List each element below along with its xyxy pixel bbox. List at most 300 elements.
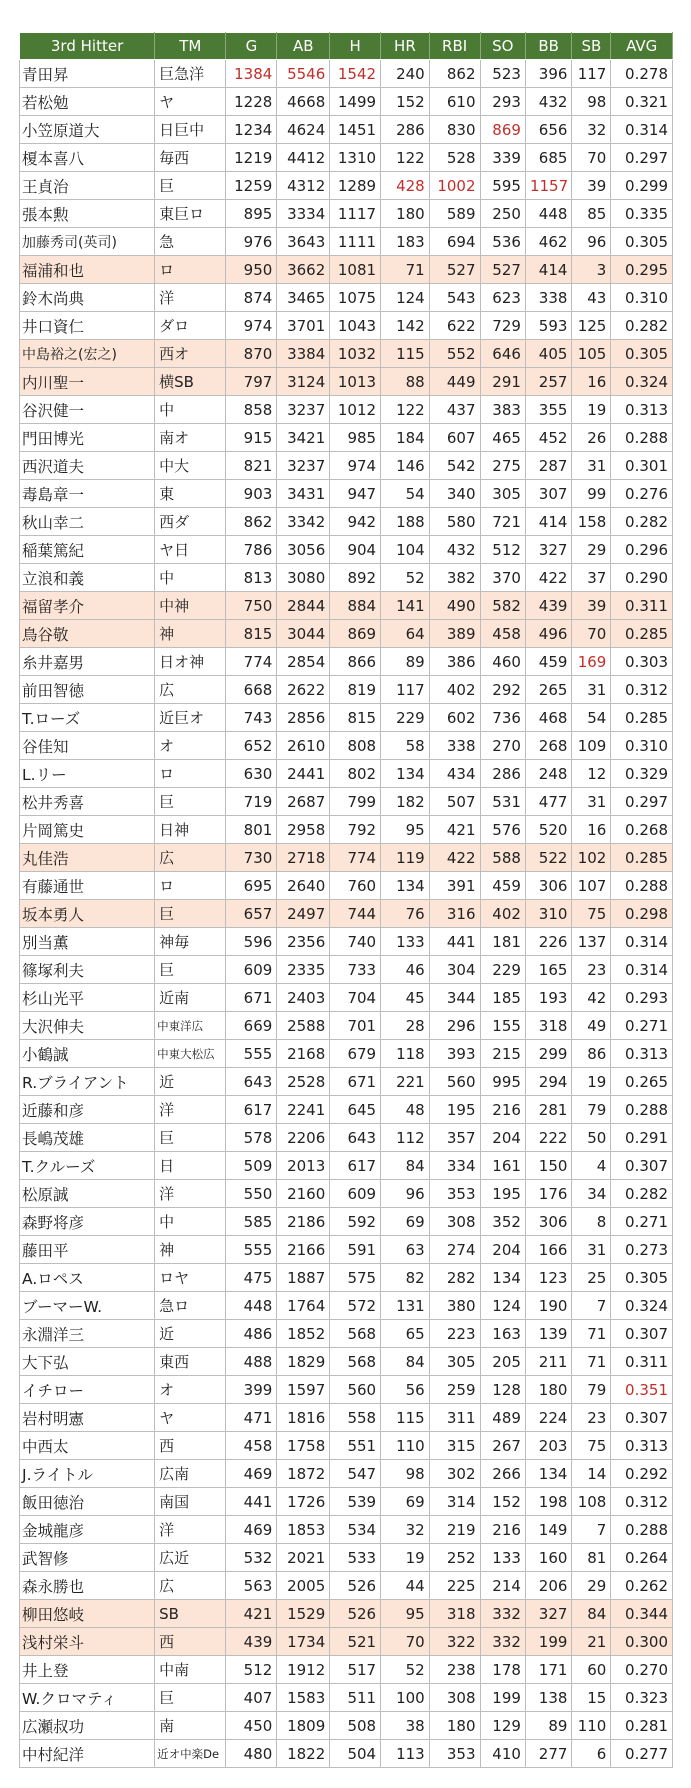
games-cell: 862 [226, 508, 277, 536]
home-runs-cell: 45 [381, 984, 430, 1012]
team-cell: 近 [155, 1068, 226, 1096]
player-name-cell: 近藤和彦 [20, 1096, 155, 1124]
walks-cell: 477 [525, 788, 571, 816]
stolen-bases-cell: 25 [572, 1264, 611, 1292]
table-row [20, 1320, 673, 1348]
table-row [20, 760, 673, 788]
at-bats-cell: 1726 [277, 1488, 330, 1516]
header-row [20, 33, 673, 60]
table-row [20, 648, 673, 676]
table-row [20, 1152, 673, 1180]
team-cell: ロヤ [155, 1264, 226, 1292]
strikeouts-cell: 523 [480, 60, 525, 88]
walks-cell: 414 [525, 508, 571, 536]
stolen-bases-cell: 105 [572, 340, 611, 368]
player-name-cell: 小笠原道大 [20, 116, 155, 144]
table-row [20, 396, 673, 424]
home-runs-cell: 88 [381, 368, 430, 396]
at-bats-cell: 1583 [277, 1684, 330, 1712]
hits-cell: 701 [330, 1012, 381, 1040]
games-cell: 407 [226, 1684, 277, 1712]
hits-cell: 526 [330, 1572, 381, 1600]
walks-cell: 89 [525, 1712, 571, 1740]
player-name-cell: 松井秀喜 [20, 788, 155, 816]
home-runs-cell: 46 [381, 956, 430, 984]
games-cell: 421 [226, 1600, 277, 1628]
rbi-cell: 580 [429, 508, 480, 536]
rbi-cell: 315 [429, 1432, 480, 1460]
walks-cell: 462 [525, 228, 571, 256]
at-bats-cell: 3124 [277, 368, 330, 396]
games-cell: 1234 [226, 116, 277, 144]
average-cell: 0.344 [611, 1600, 673, 1628]
player-name-cell: 武智修 [20, 1544, 155, 1572]
stolen-bases-cell: 37 [572, 564, 611, 592]
home-runs-cell: 48 [381, 1096, 430, 1124]
stolen-bases-cell: 108 [572, 1488, 611, 1516]
hits-cell: 892 [330, 564, 381, 592]
strikeouts-cell: 458 [480, 620, 525, 648]
average-cell: 0.351 [611, 1376, 673, 1404]
average-cell: 0.311 [611, 592, 673, 620]
rbi-cell: 223 [429, 1320, 480, 1348]
hits-cell: 1117 [330, 200, 381, 228]
hits-cell: 819 [330, 676, 381, 704]
games-cell: 512 [226, 1656, 277, 1684]
rbi-cell: 422 [429, 844, 480, 872]
games-cell: 488 [226, 1348, 277, 1376]
table-row [20, 900, 673, 928]
walks-cell: 149 [525, 1516, 571, 1544]
team-cell: 中神 [155, 592, 226, 620]
at-bats-cell: 2021 [277, 1544, 330, 1572]
stolen-bases-cell: 137 [572, 928, 611, 956]
team-cell: 毎西 [155, 144, 226, 172]
table-row [20, 1516, 673, 1544]
average-cell: 0.298 [611, 900, 673, 928]
games-cell: 652 [226, 732, 277, 760]
at-bats-cell: 3643 [277, 228, 330, 256]
rbi-cell: 219 [429, 1516, 480, 1544]
rbi-cell: 305 [429, 1348, 480, 1376]
home-runs-cell: 183 [381, 228, 430, 256]
home-runs-cell: 65 [381, 1320, 430, 1348]
team-cell: 神 [155, 1236, 226, 1264]
hits-cell: 558 [330, 1404, 381, 1432]
stolen-bases-cell: 29 [572, 1572, 611, 1600]
games-cell: 578 [226, 1124, 277, 1152]
walks-cell: 211 [525, 1348, 571, 1376]
table-row [20, 704, 673, 732]
walks-cell: 180 [525, 1376, 571, 1404]
home-runs-cell: 32 [381, 1516, 430, 1544]
team-cell: 広 [155, 1572, 226, 1600]
rbi-cell: 830 [429, 116, 480, 144]
home-runs-cell: 52 [381, 564, 430, 592]
strikeouts-cell: 128 [480, 1376, 525, 1404]
rbi-cell: 318 [429, 1600, 480, 1628]
rbi-cell: 353 [429, 1180, 480, 1208]
team-cell: 巨 [155, 900, 226, 928]
at-bats-cell: 4668 [277, 88, 330, 116]
average-cell: 0.335 [611, 200, 673, 228]
stolen-bases-cell: 81 [572, 1544, 611, 1572]
games-cell: 669 [226, 1012, 277, 1040]
walks-cell: 355 [525, 396, 571, 424]
hits-cell: 740 [330, 928, 381, 956]
player-name-cell: 杉山光平 [20, 984, 155, 1012]
player-name-cell: 金城龍彦 [20, 1516, 155, 1544]
hits-cell: 792 [330, 816, 381, 844]
hits-cell: 526 [330, 1600, 381, 1628]
hits-cell: 869 [330, 620, 381, 648]
strikeouts-cell: 275 [480, 452, 525, 480]
hits-cell: 671 [330, 1068, 381, 1096]
games-cell: 671 [226, 984, 277, 1012]
home-runs-cell: 152 [381, 88, 430, 116]
average-cell: 0.264 [611, 1544, 673, 1572]
stolen-bases-cell: 102 [572, 844, 611, 872]
walks-cell: 203 [525, 1432, 571, 1460]
at-bats-cell: 3044 [277, 620, 330, 648]
average-cell: 0.293 [611, 984, 673, 1012]
at-bats-cell: 3701 [277, 312, 330, 340]
hits-cell: 617 [330, 1152, 381, 1180]
table-row [20, 1460, 673, 1488]
player-name-cell: 秋山幸二 [20, 508, 155, 536]
team-cell: 南国 [155, 1488, 226, 1516]
home-runs-cell: 142 [381, 312, 430, 340]
strikeouts-cell: 181 [480, 928, 525, 956]
games-cell: 743 [226, 704, 277, 732]
hits-cell: 568 [330, 1348, 381, 1376]
home-runs-cell: 70 [381, 1628, 430, 1656]
at-bats-cell: 1887 [277, 1264, 330, 1292]
table-row [20, 1544, 673, 1572]
strikeouts-cell: 995 [480, 1068, 525, 1096]
team-cell: 急 [155, 228, 226, 256]
hits-cell: 517 [330, 1656, 381, 1684]
rbi-cell: 694 [429, 228, 480, 256]
stolen-bases-cell: 16 [572, 368, 611, 396]
rbi-cell: 437 [429, 396, 480, 424]
player-name-cell: 福浦和也 [20, 256, 155, 284]
stolen-bases-cell: 39 [572, 592, 611, 620]
table-body [20, 60, 673, 1768]
home-runs-cell: 124 [381, 284, 430, 312]
walks-cell: 226 [525, 928, 571, 956]
strikeouts-cell: 512 [480, 536, 525, 564]
team-cell: 東巨ロ [155, 200, 226, 228]
walks-cell: 327 [525, 1600, 571, 1628]
strikeouts-cell: 270 [480, 732, 525, 760]
team-cell: オ [155, 1376, 226, 1404]
strikeouts-cell: 129 [480, 1712, 525, 1740]
walks-cell: 396 [525, 60, 571, 88]
strikeouts-cell: 286 [480, 760, 525, 788]
walks-cell: 422 [525, 564, 571, 592]
home-runs-cell: 54 [381, 480, 430, 508]
player-name-cell: 西沢道夫 [20, 452, 155, 480]
home-runs-cell: 69 [381, 1208, 430, 1236]
at-bats-cell: 3056 [277, 536, 330, 564]
rbi-cell: 421 [429, 816, 480, 844]
average-cell: 0.292 [611, 1460, 673, 1488]
stolen-bases-cell: 169 [572, 648, 611, 676]
games-cell: 532 [226, 1544, 277, 1572]
rbi-cell: 311 [429, 1404, 480, 1432]
home-runs-cell: 84 [381, 1348, 430, 1376]
home-runs-cell: 141 [381, 592, 430, 620]
average-cell: 0.324 [611, 1292, 673, 1320]
at-bats-cell: 1764 [277, 1292, 330, 1320]
average-cell: 0.314 [611, 956, 673, 984]
team-cell: 東西 [155, 1348, 226, 1376]
rbi-cell: 282 [429, 1264, 480, 1292]
stolen-bases-cell: 98 [572, 88, 611, 116]
player-name-cell: 篠塚利夫 [20, 956, 155, 984]
stolen-bases-cell: 16 [572, 816, 611, 844]
player-name-cell: 立浪和義 [20, 564, 155, 592]
games-cell: 1384 [226, 60, 277, 88]
home-runs-cell: 56 [381, 1376, 430, 1404]
at-bats-cell: 2718 [277, 844, 330, 872]
strikeouts-cell: 383 [480, 396, 525, 424]
strikeouts-cell: 267 [480, 1432, 525, 1460]
average-cell: 0.312 [611, 1488, 673, 1516]
games-cell: 441 [226, 1488, 277, 1516]
team-cell: 洋 [155, 1096, 226, 1124]
home-runs-cell: 180 [381, 200, 430, 228]
stolen-bases-cell: 107 [572, 872, 611, 900]
average-cell: 0.307 [611, 1152, 673, 1180]
walks-cell: 139 [525, 1320, 571, 1348]
walks-cell: 138 [525, 1684, 571, 1712]
rbi-cell: 180 [429, 1712, 480, 1740]
table-row [20, 844, 673, 872]
average-cell: 0.324 [611, 368, 673, 396]
stolen-bases-cell: 42 [572, 984, 611, 1012]
home-runs-cell: 64 [381, 620, 430, 648]
at-bats-cell: 2844 [277, 592, 330, 620]
team-cell: 近南 [155, 984, 226, 1012]
average-cell: 0.268 [611, 816, 673, 844]
walks-cell: 448 [525, 200, 571, 228]
at-bats-cell: 2166 [277, 1236, 330, 1264]
team-cell: ロ [155, 760, 226, 788]
home-runs-cell: 44 [381, 1572, 430, 1600]
average-cell: 0.262 [611, 1572, 673, 1600]
at-bats-cell: 3334 [277, 200, 330, 228]
at-bats-cell: 1872 [277, 1460, 330, 1488]
games-cell: 750 [226, 592, 277, 620]
games-cell: 786 [226, 536, 277, 564]
at-bats-cell: 3465 [277, 284, 330, 312]
hits-cell: 904 [330, 536, 381, 564]
player-name-cell: 永淵洋三 [20, 1320, 155, 1348]
team-cell: ヤ [155, 1404, 226, 1432]
player-name-cell: 井口資仁 [20, 312, 155, 340]
strikeouts-cell: 305 [480, 480, 525, 508]
at-bats-cell: 4624 [277, 116, 330, 144]
table-row [20, 984, 673, 1012]
player-name-cell: 門田博光 [20, 424, 155, 452]
strikeouts-cell: 215 [480, 1040, 525, 1068]
hits-cell: 679 [330, 1040, 381, 1068]
stolen-bases-cell: 110 [572, 1712, 611, 1740]
stolen-bases-cell: 84 [572, 1600, 611, 1628]
table-row [20, 1684, 673, 1712]
table-row [20, 788, 673, 816]
rbi-cell: 589 [429, 200, 480, 228]
stolen-bases-cell: 117 [572, 60, 611, 88]
player-name-cell: T.ローズ [20, 704, 155, 732]
at-bats-cell: 3384 [277, 340, 330, 368]
stolen-bases-cell: 6 [572, 1740, 611, 1768]
average-cell: 0.271 [611, 1012, 673, 1040]
rbi-cell: 302 [429, 1460, 480, 1488]
hits-cell: 799 [330, 788, 381, 816]
average-cell: 0.297 [611, 788, 673, 816]
hits-cell: 1075 [330, 284, 381, 312]
player-name-cell: A.ロペス [20, 1264, 155, 1292]
table-row [20, 284, 673, 312]
average-cell: 0.299 [611, 172, 673, 200]
games-cell: 815 [226, 620, 277, 648]
team-cell: 中東大松広 [155, 1040, 226, 1068]
home-runs-cell: 229 [381, 704, 430, 732]
stolen-bases-cell: 19 [572, 1068, 611, 1096]
strikeouts-cell: 152 [480, 1488, 525, 1516]
player-name-cell: 井上登 [20, 1656, 155, 1684]
player-name-cell: 小鶴誠 [20, 1040, 155, 1068]
strikeouts-cell: 582 [480, 592, 525, 620]
strikeouts-cell: 646 [480, 340, 525, 368]
average-cell: 0.282 [611, 312, 673, 340]
team-cell: 近巨オ [155, 704, 226, 732]
walks-cell: 193 [525, 984, 571, 1012]
stolen-bases-cell: 39 [572, 172, 611, 200]
games-cell: 821 [226, 452, 277, 480]
stolen-bases-cell: 12 [572, 760, 611, 788]
player-name-cell: 別当薫 [20, 928, 155, 956]
strikeouts-cell: 623 [480, 284, 525, 312]
stolen-bases-cell: 70 [572, 144, 611, 172]
table-row [20, 1124, 673, 1152]
player-name-cell: イチロー [20, 1376, 155, 1404]
hits-cell: 572 [330, 1292, 381, 1320]
average-cell: 0.285 [611, 844, 673, 872]
player-name-cell: 浅村栄斗 [20, 1628, 155, 1656]
stolen-bases-cell: 71 [572, 1320, 611, 1348]
strikeouts-cell: 721 [480, 508, 525, 536]
rbi-cell: 449 [429, 368, 480, 396]
strikeouts-cell: 531 [480, 788, 525, 816]
stolen-bases-cell: 71 [572, 1348, 611, 1376]
strikeouts-cell: 155 [480, 1012, 525, 1040]
home-runs-cell: 118 [381, 1040, 430, 1068]
player-name-cell: 鳥谷敬 [20, 620, 155, 648]
average-cell: 0.311 [611, 1348, 673, 1376]
average-cell: 0.288 [611, 1516, 673, 1544]
table-row [20, 452, 673, 480]
player-name-cell: 稲葉篤紀 [20, 536, 155, 564]
walks-cell: 310 [525, 900, 571, 928]
stats-table-container [19, 32, 673, 1768]
team-cell: ヤ [155, 88, 226, 116]
home-runs-cell: 113 [381, 1740, 430, 1768]
table-row [20, 144, 673, 172]
walks-cell: 222 [525, 1124, 571, 1152]
player-name-cell: L.リー [20, 760, 155, 788]
team-cell: 中東洋広 [155, 1012, 226, 1040]
team-cell: 洋 [155, 284, 226, 312]
average-cell: 0.310 [611, 284, 673, 312]
home-runs-cell: 122 [381, 396, 430, 424]
table-row [20, 368, 673, 396]
team-cell: 南オ [155, 424, 226, 452]
at-bats-cell: 1912 [277, 1656, 330, 1684]
team-cell: ヤ日 [155, 536, 226, 564]
table-row [20, 200, 673, 228]
player-name-cell: 有藤通世 [20, 872, 155, 900]
hits-cell: 547 [330, 1460, 381, 1488]
home-runs-cell: 221 [381, 1068, 430, 1096]
table-row [20, 424, 673, 452]
average-cell: 0.271 [611, 1208, 673, 1236]
team-cell: 神 [155, 620, 226, 648]
games-cell: 950 [226, 256, 277, 284]
hits-cell: 539 [330, 1488, 381, 1516]
games-cell: 797 [226, 368, 277, 396]
rbi-cell: 441 [429, 928, 480, 956]
rbi-cell: 340 [429, 480, 480, 508]
stolen-bases-cell: 31 [572, 788, 611, 816]
team-cell: 洋 [155, 1180, 226, 1208]
stolen-bases-cell: 23 [572, 956, 611, 984]
hits-cell: 591 [330, 1236, 381, 1264]
table-row [20, 620, 673, 648]
hits-cell: 560 [330, 1376, 381, 1404]
strikeouts-cell: 352 [480, 1208, 525, 1236]
hits-cell: 815 [330, 704, 381, 732]
games-cell: 801 [226, 816, 277, 844]
strikeouts-cell: 266 [480, 1460, 525, 1488]
hits-cell: 774 [330, 844, 381, 872]
hits-cell: 884 [330, 592, 381, 620]
team-cell: 巨 [155, 172, 226, 200]
stolen-bases-cell: 86 [572, 1040, 611, 1068]
games-cell: 469 [226, 1460, 277, 1488]
games-cell: 471 [226, 1404, 277, 1432]
team-cell: 巨 [155, 788, 226, 816]
average-cell: 0.297 [611, 144, 673, 172]
team-cell: 横SB [155, 368, 226, 396]
team-cell: 広 [155, 676, 226, 704]
home-runs-cell: 428 [381, 172, 430, 200]
walks-cell: 257 [525, 368, 571, 396]
table-row [20, 1292, 673, 1320]
stolen-bases-cell: 8 [572, 1208, 611, 1236]
walks-cell: 294 [525, 1068, 571, 1096]
hits-cell: 508 [330, 1712, 381, 1740]
hits-cell: 1012 [330, 396, 381, 424]
header-team: TM [155, 33, 226, 60]
rbi-cell: 314 [429, 1488, 480, 1516]
walks-cell: 176 [525, 1180, 571, 1208]
average-cell: 0.313 [611, 1040, 673, 1068]
average-cell: 0.288 [611, 872, 673, 900]
